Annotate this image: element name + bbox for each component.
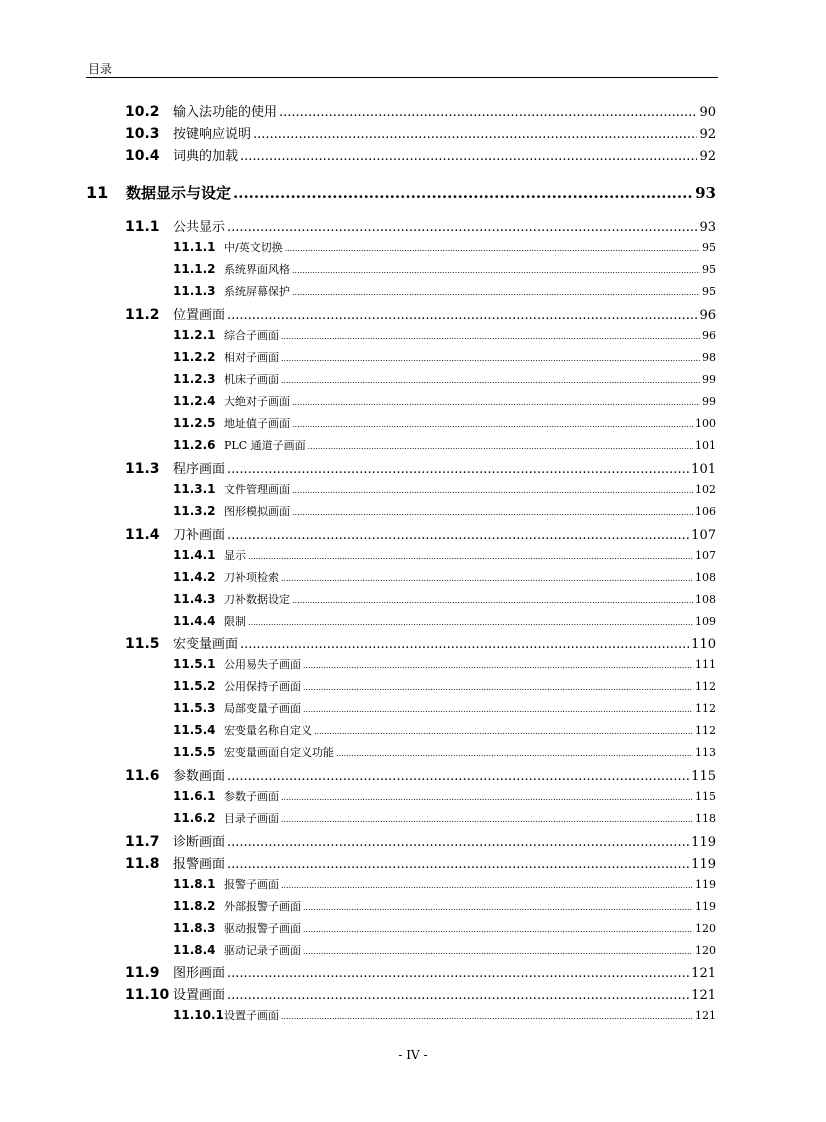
toc-leader-dots (281, 815, 693, 824)
toc-entry-number: 11.1.2 (173, 262, 216, 276)
toc-entry-level3[interactable] (173, 942, 716, 958)
toc-entry-page: 92 (699, 127, 716, 142)
toc-entry-page: 99 (702, 395, 716, 408)
toc-entry-title: 位置画面 (173, 308, 226, 323)
toc-entry-number: 11.3.1 (173, 482, 216, 496)
toc-entry-number: 11.4 (125, 527, 160, 543)
toc-entry-title: PLC 通道子画面 (224, 439, 306, 452)
toc-leader-dots (240, 637, 689, 652)
toc-entry-number: 11.2.6 (173, 438, 216, 452)
toc-entry-page: 119 (695, 878, 716, 891)
toc-entry-page: 102 (695, 483, 716, 496)
toc-entry-level3[interactable] (173, 876, 716, 892)
toc-entry-number: 11.1.1 (173, 240, 216, 254)
toc-entry-page: 95 (702, 241, 716, 254)
toc-entry-level2[interactable] (125, 458, 716, 477)
toc-entry-level3[interactable] (173, 591, 716, 607)
header-title: 目录 (88, 62, 113, 76)
toc-entry-number: 11.5 (125, 636, 160, 652)
toc-entry-number: 11.2.3 (173, 372, 216, 386)
toc-leader-dots (281, 793, 693, 802)
toc-entry-level3[interactable] (173, 1007, 716, 1023)
toc-entry-number: 11.2.2 (173, 350, 216, 364)
toc-entry-page: 111 (695, 658, 716, 671)
toc-entry-number: 11.5.1 (173, 657, 216, 671)
toc-entry-number: 11.8.3 (173, 921, 216, 935)
toc-entry-title: 设置画面 (173, 988, 226, 1003)
toc-entry-number: 10.2 (125, 104, 160, 120)
toc-entry-page: 113 (695, 746, 716, 759)
toc-entry-level2[interactable] (125, 633, 716, 652)
toc-entry-title: 公用保持子画面 (224, 680, 301, 693)
toc-entry-title: 诊断画面 (173, 835, 226, 850)
toc-leader-dots (303, 947, 693, 956)
toc-leader-dots (227, 769, 689, 784)
toc-entry-title: 外部报警子画面 (224, 900, 301, 913)
toc-entry-title: 设置子画面 (224, 1009, 279, 1022)
toc-entry-title: 程序画面 (173, 462, 226, 477)
toc-entry-number: 11.8.2 (173, 899, 216, 913)
toc-leader-dots (308, 442, 693, 451)
toc-entry-title: 驱动报警子画面 (224, 922, 301, 935)
toc-entry-title: 系统界面风格 (224, 263, 290, 276)
toc-entry-title: 按键响应说明 (173, 127, 252, 142)
toc-leader-dots (281, 332, 700, 341)
toc-entry-number: 11.8.4 (173, 943, 216, 957)
toc-entry-page: 121 (691, 966, 716, 981)
toc-entry-number: 11.8 (125, 856, 160, 872)
toc-leader-dots (227, 857, 689, 872)
toc-entry-page: 99 (702, 373, 716, 386)
toc-entry-page: 101 (691, 462, 716, 477)
toc-entry-level3[interactable] (173, 700, 716, 716)
toc-entry-level2[interactable] (125, 123, 716, 142)
toc-entry-title: 图形模拟画面 (224, 505, 290, 518)
toc-entry-page: 115 (695, 790, 716, 803)
toc-entry-page: 108 (695, 571, 716, 584)
toc-entry-level3[interactable] (173, 283, 716, 299)
toc-entry-number: 11.10.1 (173, 1008, 224, 1022)
toc-leader-dots (292, 596, 693, 605)
toc-leader-dots (281, 354, 700, 363)
toc-entry-level3[interactable] (173, 437, 716, 453)
toc-entry-page: 119 (695, 900, 716, 913)
toc-entry-title: 公用易失子画面 (224, 658, 301, 671)
toc-leader-dots (292, 508, 693, 517)
toc-entry-level3[interactable] (173, 788, 716, 804)
toc-entry-page: 121 (691, 988, 716, 1003)
toc-entry-title: 综合子画面 (224, 329, 279, 342)
toc-entry-number: 11.3 (125, 461, 160, 477)
toc-entry-page: 100 (695, 417, 716, 430)
toc-entry-level2[interactable] (125, 853, 716, 872)
toc-entry-page: 92 (699, 149, 716, 164)
header-rule (86, 77, 718, 78)
toc-entry-level2[interactable] (125, 831, 716, 850)
toc-entry-number: 11.5.4 (173, 723, 216, 737)
toc-entry-level2[interactable] (125, 962, 716, 981)
toc-entry-level3[interactable] (173, 569, 716, 585)
toc-entry-page: 106 (695, 505, 716, 518)
toc-entry-number: 11.8.1 (173, 877, 216, 891)
toc-entry-title: 刀补画面 (173, 528, 226, 543)
toc-entry-title: 目录子画面 (224, 812, 279, 825)
toc-entry-level2[interactable] (125, 984, 716, 1003)
toc-leader-dots (281, 881, 693, 890)
toc-entry-page: 110 (691, 637, 716, 652)
toc-entry-number: 11.6.2 (173, 811, 216, 825)
toc-entry-title: 参数子画面 (224, 790, 279, 803)
toc-entry-page: 112 (695, 680, 716, 693)
toc-entry-page: 120 (695, 922, 716, 935)
toc-entry-page: 121 (695, 1009, 716, 1022)
toc-entry-page: 98 (702, 351, 716, 364)
toc-entry-number: 11.6.1 (173, 789, 216, 803)
toc-entry-level3[interactable] (173, 503, 716, 519)
toc-leader-dots (303, 925, 693, 934)
toc-entry-title: 词典的加载 (173, 149, 239, 164)
toc-entry-title: 局部变量子画面 (224, 702, 301, 715)
toc-entry-level1[interactable] (86, 182, 716, 203)
toc-entry-title: 参数画面 (173, 769, 226, 784)
toc-entry-page: 95 (702, 263, 716, 276)
toc-entry-title: 输入法功能的使用 (173, 105, 278, 120)
toc-entry-title: 地址值子画面 (224, 417, 290, 430)
toc-entry-title: 报警画面 (173, 857, 226, 872)
toc-entry-level3[interactable] (173, 239, 716, 255)
toc-leader-dots (285, 244, 700, 253)
toc-entry-number: 11.5.2 (173, 679, 216, 693)
toc-entry-title: 公共显示 (173, 220, 226, 235)
toc-entry-level3[interactable] (173, 415, 716, 431)
toc-leader-dots (227, 528, 689, 543)
toc-entry-number: 10.4 (125, 148, 160, 164)
toc-leader-dots (292, 486, 693, 495)
toc-leader-dots (292, 288, 700, 297)
toc-entry-page: 96 (702, 329, 716, 342)
toc-entry-page: 115 (691, 769, 716, 784)
toc-entry-level2[interactable] (125, 304, 716, 323)
toc-entry-level3[interactable] (173, 722, 716, 738)
toc-entry-level3[interactable] (173, 481, 716, 497)
toc-entry-page: 120 (695, 944, 716, 957)
toc-leader-dots (233, 184, 693, 202)
toc-entry-title: 限制 (224, 615, 246, 628)
toc-entry-page: 93 (695, 184, 716, 202)
toc-entry-page: 109 (695, 615, 716, 628)
toc-entry-page: 93 (699, 220, 716, 235)
toc-entry-page: 90 (699, 105, 716, 120)
toc-entry-title: 机床子画面 (224, 373, 279, 386)
toc-entry-number: 10.3 (125, 126, 160, 142)
toc-entry-title: 宏变量名称自定义 (224, 724, 312, 737)
toc-leader-dots (240, 149, 697, 164)
toc-entry-level3[interactable] (173, 371, 716, 387)
toc-entry-level3[interactable] (173, 920, 716, 936)
toc-entry-number: 11.4.4 (173, 614, 216, 628)
toc-entry-level3[interactable] (173, 678, 716, 694)
toc-entry-title: 大绝对子画面 (224, 395, 290, 408)
toc-entry-number: 11.2.5 (173, 416, 216, 430)
toc-leader-dots (292, 398, 700, 407)
toc-entry-title: 宏变量画面自定义功能 (224, 746, 334, 759)
toc-entry-number: 11.7 (125, 834, 160, 850)
toc-entry-page: 101 (695, 439, 716, 452)
toc-entry-page: 108 (695, 593, 716, 606)
toc-entry-page: 96 (699, 308, 716, 323)
toc-entry-level3[interactable] (173, 744, 716, 760)
toc-entry-title: 显示 (224, 549, 246, 562)
toc-entry-number: 11.5.5 (173, 745, 216, 759)
toc-leader-dots (303, 661, 693, 670)
toc-leader-dots (303, 705, 693, 714)
toc-entry-level2[interactable] (125, 216, 716, 235)
toc-leader-dots (227, 220, 697, 235)
toc-entry-page: 119 (691, 835, 716, 850)
toc-entry-level2[interactable] (125, 765, 716, 784)
toc-entry-title: 系统屏幕保护 (224, 285, 290, 298)
toc-entry-title: 驱动记录子画面 (224, 944, 301, 957)
toc-entry-title: 宏变量画面 (173, 637, 239, 652)
toc-entry-level3[interactable] (173, 349, 716, 365)
toc-entry-number: 11.1 (125, 219, 160, 235)
toc-entry-level3[interactable] (173, 393, 716, 409)
toc-entry-page: 112 (695, 724, 716, 737)
toc-leader-dots (314, 727, 693, 736)
toc-entry-page: 107 (695, 549, 716, 562)
toc-entry-title: 图形画面 (173, 966, 226, 981)
toc-leader-dots (253, 127, 697, 142)
toc-leader-dots (227, 308, 697, 323)
toc-leader-dots (227, 988, 689, 1003)
toc-entry-title: 报警子画面 (224, 878, 279, 891)
toc-entry-number: 11.2 (125, 307, 160, 323)
toc-leader-dots (279, 105, 697, 120)
toc-entry-level3[interactable] (173, 613, 716, 629)
toc-leader-dots (292, 266, 700, 275)
toc-leader-dots (248, 552, 693, 561)
toc-entry-number: 11.1.3 (173, 284, 216, 298)
toc-entry-level3[interactable] (173, 547, 716, 563)
toc-entry-number: 11.4.2 (173, 570, 216, 584)
toc-entry-title: 相对子画面 (224, 351, 279, 364)
toc-entry-page: 118 (695, 812, 716, 825)
toc-leader-dots (281, 574, 693, 583)
toc-entry-title: 刀补数据设定 (224, 593, 290, 606)
toc-entry-number: 11.5.3 (173, 701, 216, 715)
toc-entry-level3[interactable] (173, 898, 716, 914)
toc-entry-title: 数据显示与设定 (126, 184, 232, 202)
toc-entry-title: 刀补项检索 (224, 571, 279, 584)
toc-leader-dots (336, 749, 693, 758)
toc-entry-page: 112 (695, 702, 716, 715)
page-number: - IV - (398, 1048, 428, 1062)
toc-entry-level2[interactable] (125, 524, 716, 543)
toc-entry-page: 95 (702, 285, 716, 298)
toc-leader-dots (227, 966, 689, 981)
toc-leader-dots (303, 903, 693, 912)
toc-leader-dots (281, 376, 700, 385)
toc-entry-number: 11.6 (125, 768, 160, 784)
toc-entry-level3[interactable] (173, 261, 716, 277)
toc-leader-dots (292, 420, 693, 429)
toc-entry-level3[interactable] (173, 656, 716, 672)
toc-leader-dots (248, 618, 693, 627)
toc-entry-number: 11.2.4 (173, 394, 216, 408)
toc-entry-page: 107 (691, 528, 716, 543)
toc-entry-title: 文件管理画面 (224, 483, 290, 496)
toc-entry-number: 11.2.1 (173, 328, 216, 342)
toc-entry-number: 11.4.1 (173, 548, 216, 562)
toc-entry-number: 11.9 (125, 965, 160, 981)
toc-entry-level2[interactable] (125, 101, 716, 120)
toc-entry-level3[interactable] (173, 327, 716, 343)
toc-entry-number: 11.3.2 (173, 504, 216, 518)
toc-leader-dots (281, 1012, 693, 1021)
toc-entry-page: 119 (691, 857, 716, 872)
toc-leader-dots (227, 462, 689, 477)
toc-entry-title: 中/英文切换 (224, 241, 283, 254)
toc-entry-number: 11.4.3 (173, 592, 216, 606)
toc-entry-number: 11 (86, 183, 109, 202)
toc-leader-dots (303, 683, 693, 692)
toc-leader-dots (227, 835, 689, 850)
toc-entry-level3[interactable] (173, 810, 716, 826)
toc-entry-level2[interactable] (125, 145, 716, 164)
toc-entry-number: 11.10 (125, 987, 170, 1003)
